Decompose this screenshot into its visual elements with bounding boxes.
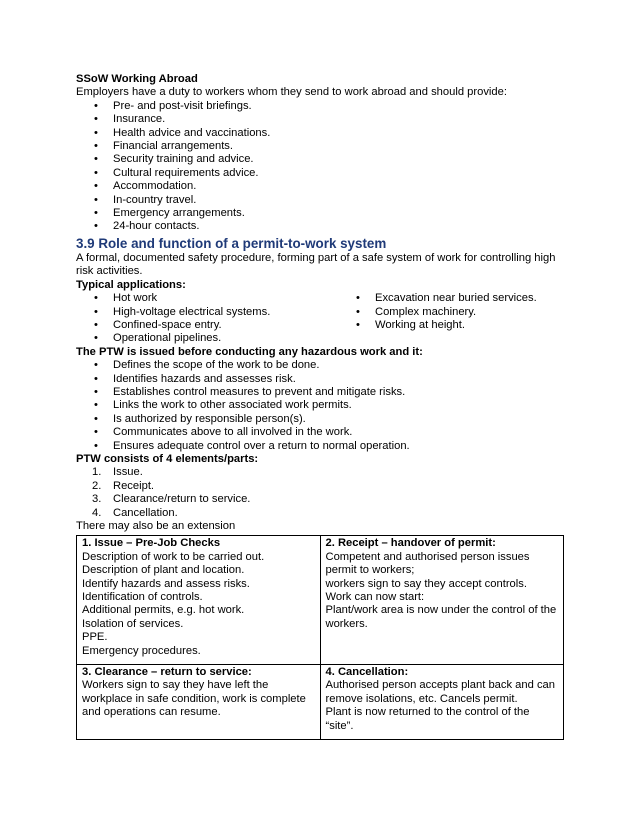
bullet-icon: • xyxy=(94,359,98,372)
table-cell-receipt xyxy=(320,536,564,665)
ptw-definition: A formal, documented safety procedure, forming part of a safe system of work for controlling high risk activities. xyxy=(76,251,556,278)
list-item: • Operational pipelines. xyxy=(94,332,222,345)
list-item: • Ensures adequate control over a return to normal operation. xyxy=(94,439,410,452)
list-item: • High-voltage electrical systems. xyxy=(94,305,271,318)
list-item: • Pre- and post-visit briefings. xyxy=(94,99,252,112)
bullet-icon: • xyxy=(94,207,98,220)
cell-title: 1. Issue – Pre-Job Checks xyxy=(82,537,221,550)
bullet-icon: • xyxy=(94,220,98,233)
bullet-icon: • xyxy=(94,180,98,193)
list-item: • Links the work to other associated work permits. xyxy=(94,399,352,412)
cell-title: 2. Receipt – handover of permit: xyxy=(325,537,496,550)
ptw-section-heading: 3.9 Role and function of a permit-to-work system xyxy=(76,235,387,251)
bullet-icon: • xyxy=(94,292,98,305)
list-item: • Excavation near buried services. xyxy=(356,292,537,305)
bullet-icon: • xyxy=(94,166,98,179)
cell-line: Description of plant and location. xyxy=(82,564,245,577)
list-item: 4. Cancellation. xyxy=(92,506,178,519)
cell-line: Additional permits, e.g. hot work. xyxy=(82,604,245,617)
list-item: • Confined-space entry. xyxy=(94,318,222,331)
list-item: • Working at height. xyxy=(356,318,465,331)
cell-line: Identification of controls. xyxy=(82,591,203,604)
list-item: • Health advice and vaccinations. xyxy=(94,126,271,139)
bullet-icon: • xyxy=(94,385,98,398)
cell-line: Competent and authorised person issues permit to workers; xyxy=(325,550,530,577)
ptw-elements-list xyxy=(76,466,564,520)
list-item: • Establishes control measures to prevent and mitigate risks. xyxy=(94,385,406,398)
cell-line: Identify hazards and assess risks. xyxy=(82,577,250,590)
list-item: • Is authorized by responsible person(s). xyxy=(94,412,306,425)
list-item: • Communicates above to all involved in the work. xyxy=(94,426,353,439)
bullet-icon: • xyxy=(94,305,98,318)
table-row xyxy=(77,665,564,740)
list-item: • Identifies hazards and assesses risk. xyxy=(94,372,296,385)
table-cell-cancellation xyxy=(320,665,564,740)
ptw-elements-label: PTW consists of 4 elements/parts: xyxy=(76,452,259,465)
page-content xyxy=(76,73,564,740)
cell-line: PPE. xyxy=(82,631,108,644)
cell-line: Isolation of services. xyxy=(82,617,184,630)
list-item: • Complex machinery. xyxy=(356,305,477,318)
ssow-intro: Employers have a duty to workers whom they send to work abroad and should provide: xyxy=(76,86,507,99)
bullet-icon: • xyxy=(94,318,98,331)
bullet-icon: • xyxy=(94,126,98,139)
bullet-icon: • xyxy=(94,332,98,345)
table-cell-clearance xyxy=(77,665,321,740)
list-item: • Defines the scope of the work to be done. xyxy=(94,359,320,372)
bullet-icon: • xyxy=(94,113,98,126)
cell-line: Emergency procedures. xyxy=(82,644,201,657)
ssow-title: SSoW Working Abroad xyxy=(76,73,198,85)
list-item: • Emergency arrangements. xyxy=(94,207,245,220)
cell-line: Plant/work area is now under the control of the workers. xyxy=(325,604,557,630)
list-item: • Financial arrangements. xyxy=(94,140,234,153)
cell-line: Plant is now returned to the control of the “site”. xyxy=(325,706,530,732)
bullet-icon: • xyxy=(356,318,360,331)
cell-line: Workers sign to say they have left the workplace in safe condition, work is complete and operations can resume. xyxy=(82,679,306,719)
cell-line: Description of work to be carried out. xyxy=(82,550,265,563)
typical-applications-right xyxy=(338,292,564,346)
table-row xyxy=(77,536,564,665)
extension-note: There may also be an extension xyxy=(76,520,236,532)
cell-title: 4. Cancellation: xyxy=(325,666,409,679)
cell-title: 3. Clearance – return to service: xyxy=(82,666,252,679)
ptw-issued-label: The PTW is issued before conducting any hazardous work and it: xyxy=(76,345,423,358)
typical-applications-list xyxy=(76,292,564,346)
cell-line: Work can now start: xyxy=(325,591,425,604)
bullet-icon: • xyxy=(94,439,98,452)
list-item: 1. Issue. xyxy=(92,466,143,479)
list-item: 2. Receipt. xyxy=(92,479,155,492)
bullet-icon: • xyxy=(356,305,360,318)
typical-applications-left xyxy=(76,292,338,346)
list-item: • Accommodation. xyxy=(94,180,197,193)
cell-line: Authorised person accepts plant back and can remove isolations, etc. Cancels permit. xyxy=(325,679,555,705)
typical-applications-label: Typical applications: xyxy=(76,278,186,291)
ptw-issued-list xyxy=(76,359,564,453)
bullet-icon: • xyxy=(94,153,98,166)
list-item: • Insurance. xyxy=(94,113,166,126)
bullet-icon: • xyxy=(94,399,98,412)
table-cell-issue xyxy=(77,536,321,665)
bullet-icon: • xyxy=(94,412,98,425)
list-item: • Security training and advice. xyxy=(94,153,254,166)
ptw-elements-table xyxy=(76,535,564,740)
ssow-list xyxy=(76,100,564,234)
bullet-icon: • xyxy=(356,292,360,305)
bullet-icon: • xyxy=(94,99,98,112)
bullet-icon: • xyxy=(94,372,98,385)
list-item: • 24-hour contacts. xyxy=(94,220,200,233)
bullet-icon: • xyxy=(94,193,98,206)
bullet-icon: • xyxy=(94,426,98,439)
bullet-icon: • xyxy=(94,140,98,153)
list-item: • In-country travel. xyxy=(94,193,197,206)
list-item: • Cultural requirements advice. xyxy=(94,166,259,179)
list-item: • Hot work xyxy=(94,292,158,305)
cell-line: workers sign to say they accept controls. xyxy=(325,577,527,590)
list-item: 3. Clearance/return to service. xyxy=(92,493,251,506)
